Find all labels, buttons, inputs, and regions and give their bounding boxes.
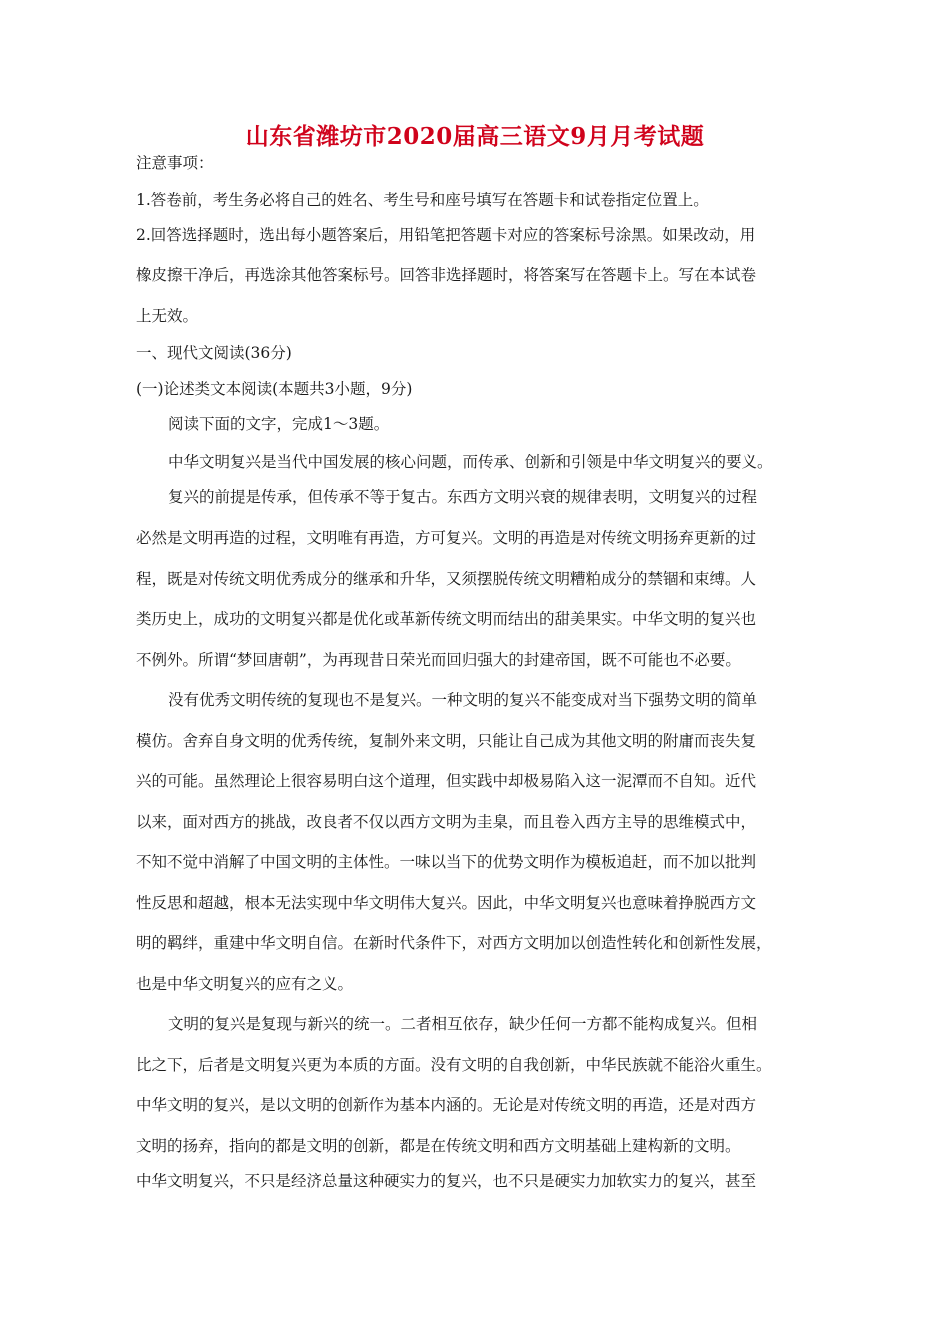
note-item-2-line-1: 2.回答选择题时，选出每小题答案后，用铅笔把答题卡对应的答案标号涂黑。如果改动，用 [136,226,756,244]
section-subheading: (一)论述类文本阅读(本题共3小题，9分) [136,380,413,398]
paragraph-3-line: 明的羁绊，重建中华文明自信。在新时代条件下，对西方文明加以创造性转化和创新性发展， [136,934,772,952]
section-heading: 一、现代文阅读(36分) [136,344,292,362]
note-item-1: 1.答卷前，考生务必将自己的姓名、考生号和座号填写在答题卡和试卷指定位置上。 [136,191,709,209]
paragraph-4-line: 文明的扬弃，指向的都是文明的创新，都是在传统文明和西方文明基础上建构新的文明。 [136,1137,741,1155]
paragraph-2-line: 必然是文明再造的过程，文明唯有再造，方可复兴。文明的再造是对传统文明扬弃更新的过 [136,529,757,547]
note-item-2-line-2: 橡皮擦干净后，再选涂其他答案标号。回答非选择题时，将答案写在答题卡上。写在本试卷 [136,266,757,284]
notes-heading: 注意事项： [136,154,214,172]
paragraph-2-line: 复兴的前提是传承，但传承不等于复古。东西方文明兴衰的规律表明，文明复兴的过程 [168,488,758,506]
paragraph-2-line: 类历史上，成功的文明复兴都是优化或革新传统文明而结出的甜美果实。中华文明的复兴也 [136,610,757,628]
paragraph-2-line: 程，既是对传统文明优秀成分的继承和升华，又须摆脱传统文明糟粕成分的禁锢和束缚。人 [136,570,757,588]
paragraph-1-line: 中华文明复兴是当代中国发展的核心问题，而传承、创新和引领是中华文明复兴的要义。 [168,453,773,471]
paragraph-3-line: 没有优秀文明传统的复现也不是复兴。一种文明的复兴不能变成对当下强势文明的简单 [168,691,758,709]
paragraph-4-line: 比之下，后者是文明复兴更为本质的方面。没有文明的自我创新，中华民族就不能浴火重生。 [136,1056,772,1074]
note-item-2-line-3: 上无效。 [136,307,199,325]
paragraph-3-line: 兴的可能。虽然理论上很容易明白这个道理，但实践中却极易陷入这一泥潭而不自知。近代 [136,772,757,790]
paragraph-4-line: 文明的复兴是复现与新兴的统一。二者相互依存，缺少任何一方都不能构成复兴。但相 [168,1015,758,1033]
paragraph-3-line: 以来，面对西方的挑战，改良者不仅以西方文明为圭臬，而且卷入西方主导的思维模式中， [136,813,757,831]
paragraph-2-line: 不例外。所谓“梦回唐朝”，为再现昔日荣光而回归强大的封建帝国，既不可能也不必要。 [136,651,741,669]
paragraph-4-line: 中华文明的复兴，是以文明的创新作为基本内涵的。无论是对传统文明的再造，还是对西方 [136,1096,757,1114]
paragraph-3-line: 也是中华文明复兴的应有之义。 [136,975,354,993]
paragraph-3-line: 性反思和超越，根本无法实现中华文明伟大复兴。因此，中华文明复兴也意味着挣脱西方文 [136,894,757,912]
paragraph-3-line: 模仿。舍弃自身文明的优秀传统，复制外来文明，只能让自己成为其他文明的附庸而丧失复 [136,732,757,750]
section-instruction: 阅读下面的文字，完成1～3题。 [168,415,390,433]
page-title: 山东省潍坊市2020届高三语文9月月考试题 [245,123,705,150]
paragraph-5-line: 中华文明复兴，不只是经济总量这种硬实力的复兴，也不只是硬实力加软实力的复兴，甚至 [136,1172,757,1190]
paragraph-3-line: 不知不觉中消解了中国文明的主体性。一味以当下的优势文明作为模板追赶，而不加以批判 [136,853,757,871]
